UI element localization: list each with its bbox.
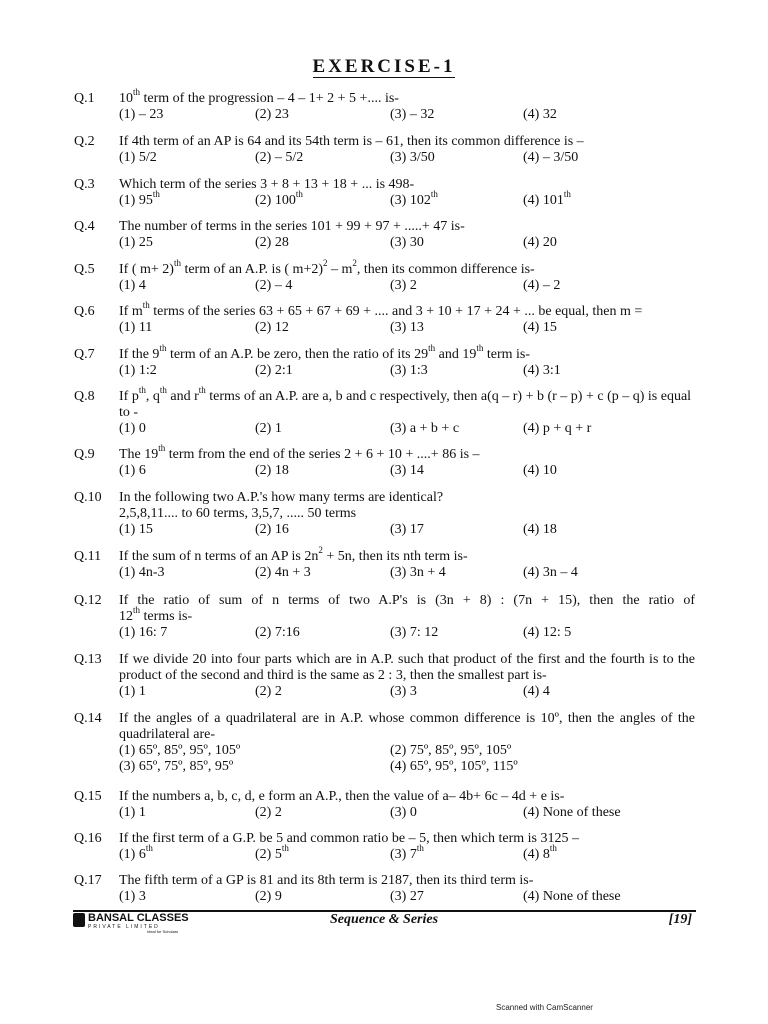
question-text: The 19th term from the end of the series 2 + 6 + 10 + ....+ 86 is –	[119, 443, 480, 462]
answer-option: (2) 5th	[255, 843, 289, 862]
answer-option: (1) 6th	[119, 843, 153, 862]
question-body	[119, 490, 695, 538]
answer-option: (1) 95th	[119, 189, 160, 208]
answer-option: (1) 0	[119, 421, 146, 436]
answer-option: (1) 25	[119, 235, 153, 250]
exercise-title: EXERCISE-1	[312, 56, 456, 77]
answer-option: (4) p + q + r	[523, 421, 592, 436]
option-row	[119, 565, 695, 581]
option-row	[119, 759, 695, 775]
question-body	[119, 343, 695, 379]
answer-option: (3) 3	[390, 684, 417, 699]
option-row	[119, 843, 695, 863]
question-text: If 4th term of an AP is 64 and its 54th term is – 61, then its common difference is –	[119, 134, 584, 149]
question-number: Q.1	[74, 91, 95, 106]
answer-option: (2) 2	[255, 684, 282, 699]
answer-option: (1) 1	[119, 684, 146, 699]
question-body	[119, 545, 695, 581]
option-row	[119, 189, 695, 209]
question-text: If $m^{th}$ terms of the series 63 + 65 + 67 + 69 + .... and 3 + 10 + 17 + 24 + ... be equal, then m =	[119, 300, 643, 319]
question-body	[119, 831, 695, 863]
answer-option: (2) 16	[255, 522, 289, 537]
question-number: Q.17	[74, 873, 102, 888]
answer-option: (2) 9	[255, 889, 282, 904]
question-body	[119, 711, 695, 775]
answer-option: (2) – 5/2	[255, 150, 304, 165]
question-body	[119, 789, 695, 821]
option-row	[119, 625, 695, 641]
question-body	[119, 134, 695, 166]
option-row	[119, 150, 695, 166]
option-row	[119, 743, 695, 759]
answer-option: (4) 20	[523, 235, 557, 250]
scanner-watermark: Scanned with CamScanner	[496, 1003, 593, 1012]
option-row	[119, 320, 695, 336]
question-body	[119, 443, 695, 479]
answer-option: (2) – 4	[255, 278, 293, 293]
answer-option: (1) 3	[119, 889, 146, 904]
answer-option: (4) None of these	[523, 889, 621, 904]
question-text: If ( m+ 2)$^{th}$ term of an A.P. is ( $m+2)^2 - m^2$, then its common difference is-	[119, 258, 535, 277]
answer-option: (1) 11	[119, 320, 153, 335]
answer-option: (3) 13	[390, 320, 424, 335]
answer-option: (4) – 2	[523, 278, 561, 293]
answer-option: (2) 28	[255, 235, 289, 250]
question-text: to -	[119, 405, 139, 420]
option-row	[119, 522, 695, 538]
answer-option: (1) – 23	[119, 107, 164, 122]
question-number: Q.8	[74, 389, 95, 404]
answer-option: (4) 12: 5	[523, 625, 572, 640]
option-row	[119, 889, 695, 905]
question-body	[119, 87, 695, 123]
answer-option: (3) 65º, 75º, 85º, 95º	[119, 759, 234, 774]
question-text: If the angles of a quadrilateral are in A.P. whose common difference is 10º, then the angles of the	[119, 711, 695, 726]
answer-option: (4) 15	[523, 320, 557, 335]
answer-option: (4) None of these	[523, 805, 621, 820]
question-body	[119, 593, 695, 641]
answer-option: (4) – 3/50	[523, 150, 579, 165]
page-number: [19]	[668, 912, 692, 927]
question-text: If the numbers a, b, c, d, e form an A.P., then the value of a– 4b+ 6c – 4d + e is-	[119, 789, 565, 804]
question-number: Q.3	[74, 177, 95, 192]
question-text: The number of terms in the series 101 + 99 + 97 + .....+ 47 is-	[119, 219, 465, 234]
answer-option: (2) 7:16	[255, 625, 300, 640]
question-body	[119, 258, 695, 294]
answer-option: (1) 1:2	[119, 363, 157, 378]
answer-option: (4) 65º, 95º, 105º, 115º	[390, 759, 518, 774]
answer-option: (3) 17	[390, 522, 424, 537]
question-number: Q.11	[74, 549, 102, 564]
answer-option: (3) 3/50	[390, 150, 435, 165]
question-number: Q.2	[74, 134, 95, 149]
option-row	[119, 278, 695, 294]
question-text: The fifth term of a GP is 81 and its 8th term is 2187, then its third term is-	[119, 873, 534, 888]
question-text: product of the second and third is the same as 2 : 3, then the smallest part is-	[119, 668, 547, 683]
question-text: 2,5,8,11.... to 60 terms, 3,5,7, ..... 50 terms	[119, 506, 357, 521]
answer-option: (4) 8th	[523, 843, 557, 862]
answer-option: (3) a + b + c	[390, 421, 460, 436]
question-text: If the 9th term of an A.P. be zero, then the ratio of its 29th and 19th term is-	[119, 343, 531, 362]
answer-option: (1) 16: 7	[119, 625, 168, 640]
question-number: Q.5	[74, 262, 95, 277]
answer-option: (4) 18	[523, 522, 557, 537]
question-number: Q.13	[74, 652, 102, 667]
logo-name: BANSAL CLASSES	[88, 912, 189, 924]
answer-option: (1) 15	[119, 522, 153, 537]
question-text: If we divide 20 into four parts which are in A.P. such that product of the first and the fourth is to the	[119, 652, 695, 667]
question-text: 12th terms is-	[119, 605, 193, 624]
option-row	[119, 463, 695, 479]
option-row	[119, 421, 695, 437]
option-row	[119, 684, 695, 700]
answer-option: (4) 32	[523, 107, 557, 122]
question-body	[119, 300, 695, 336]
answer-option: (1) 5/2	[119, 150, 157, 165]
answer-option: (3) 102th	[390, 189, 438, 208]
answer-option: (3) 27	[390, 889, 424, 904]
answer-option: (4) 4	[523, 684, 550, 699]
question-number: Q.16	[74, 831, 102, 846]
answer-option: (2) 75º, 85º, 95º, 105º	[390, 743, 512, 758]
question-number: Q.6	[74, 304, 95, 319]
option-row	[119, 363, 695, 379]
answer-option: (4) 10	[523, 463, 557, 478]
answer-option: (1) 4	[119, 278, 146, 293]
answer-option: (3) 7: 12	[390, 625, 439, 640]
answer-option: (3) 0	[390, 805, 417, 820]
answer-option: (3) 2	[390, 278, 417, 293]
question-number: Q.7	[74, 347, 95, 362]
logo-tagline: Ideal for Scholars	[147, 929, 179, 934]
answer-option: (2) 2:1	[255, 363, 293, 378]
question-text: 10th term of the progression – 4 – 1+ 2 + 5 +.... is-	[119, 87, 399, 106]
option-row	[119, 107, 695, 123]
question-text: If the first term of a G.P. be 5 and common ratio be – 5, then which term is 3125 –	[119, 831, 579, 846]
question-body	[119, 219, 695, 251]
answer-option: (2) 100th	[255, 189, 303, 208]
answer-option: (2) 23	[255, 107, 289, 122]
answer-option: (3) 3n + 4	[390, 565, 446, 580]
question-text: Which term of the series 3 + 8 + 13 + 18 + ... is 498-	[119, 177, 415, 192]
answer-option: (2) 1	[255, 421, 282, 436]
answer-option: (2) 2	[255, 805, 282, 820]
question-number: Q.4	[74, 219, 95, 234]
answer-option: (3) 30	[390, 235, 424, 250]
question-body	[119, 385, 695, 437]
question-text: If the sum of n terms of an AP is $2n^2 + 5n$, then its nth term is-	[119, 545, 468, 564]
question-body	[119, 873, 695, 905]
question-body	[119, 177, 695, 209]
question-text: If the ratio of sum of n terms of two A.P's is (3n + 8) : (7n + 15), then the ratio of	[119, 593, 695, 608]
answer-option: (2) 18	[255, 463, 289, 478]
answer-option: (2) 4n + 3	[255, 565, 311, 580]
answer-option: (2) 12	[255, 320, 289, 335]
question-number: Q.12	[74, 593, 102, 608]
option-row	[119, 235, 695, 251]
answer-option: (4) 101th	[523, 189, 571, 208]
chapter-name: Sequence & Series	[329, 912, 439, 927]
question-number: Q.10	[74, 490, 102, 505]
answer-option: (1) 65º, 85º, 95º, 105º	[119, 743, 241, 758]
answer-option: (3) 1:3	[390, 363, 428, 378]
question-text: quadrilateral are-	[119, 727, 215, 742]
option-row	[119, 805, 695, 821]
question-text: In the following two A.P.'s how many terms are identical?	[119, 490, 444, 505]
answer-option: (4) 3n – 4	[523, 565, 578, 580]
answer-option: (1) 4n-3	[119, 565, 165, 580]
answer-option: (3) – 32	[390, 107, 435, 122]
answer-option: (4) 3:1	[523, 363, 561, 378]
question-text: If $p^{th}$, $q^{th}$ and $r^{th}$ terms of an A.P. are a, b and c respectively, then a(q – r) + b (r – p) + c (p – q) is equal	[119, 385, 692, 404]
question-number: Q.9	[74, 447, 95, 462]
answer-option: (1) 1	[119, 805, 146, 820]
question-number: Q.14	[74, 711, 102, 726]
answer-option: (1) 6	[119, 463, 146, 478]
logo-subtitle: PRIVATE LIMITED	[88, 924, 160, 930]
answer-option: (3) 14	[390, 463, 424, 478]
question-body	[119, 652, 695, 700]
answer-option: (3) 7th	[390, 843, 424, 862]
question-number: Q.15	[74, 789, 102, 804]
